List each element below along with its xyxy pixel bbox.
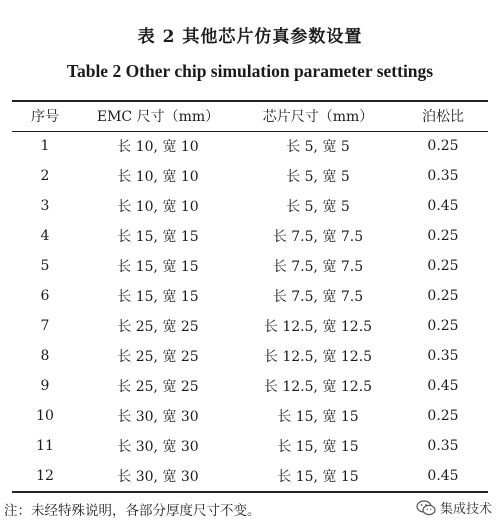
- cell-chip-size: 长 15, 宽 15: [277, 439, 359, 455]
- table-row: [12, 341, 488, 371]
- cell-chip-size: 长 5, 宽 5: [286, 169, 350, 185]
- table-row: [12, 191, 488, 221]
- table-row: [12, 131, 488, 161]
- cell-chip-size: 长 15, 宽 15: [277, 469, 359, 485]
- header-row: [12, 101, 488, 131]
- cell-emc-size: 长 25, 宽 25: [117, 319, 199, 335]
- table-title-english: Table 2 Other chip simulation parameter settings: [66, 61, 434, 81]
- cell-emc-size: 长 15, 宽 15: [117, 259, 199, 275]
- watermark-text: 集成技术: [439, 502, 492, 517]
- table-row: [12, 401, 488, 431]
- cell-chip-size: 长 7.5, 宽 7.5: [272, 289, 364, 305]
- cell-emc-size: 长 10, 宽 10: [117, 199, 199, 215]
- cell-poisson-ratio: 0.45: [427, 378, 459, 394]
- table-note: 注：未经特殊说明，各部分厚度尺寸不变。: [4, 503, 261, 519]
- cell-poisson-ratio: 0.25: [427, 408, 459, 424]
- cell-emc-size: 长 30, 宽 30: [117, 469, 199, 485]
- cell-emc-size: 长 10, 宽 10: [117, 139, 199, 155]
- cell-index: 7: [40, 318, 50, 334]
- cell-chip-size: 长 12.5, 宽 12.5: [263, 379, 373, 395]
- cell-poisson-ratio: 0.35: [427, 348, 459, 364]
- header-poisson-ratio: 泊松比: [422, 109, 464, 125]
- cell-index: 4: [40, 228, 50, 244]
- cell-index: 5: [40, 258, 50, 274]
- table-row: [12, 221, 488, 251]
- parameter-table: [12, 101, 488, 491]
- cell-index: 9: [40, 378, 50, 394]
- table-row: [12, 251, 488, 281]
- cell-poisson-ratio: 0.35: [427, 168, 459, 184]
- cell-emc-size: 长 25, 宽 25: [117, 349, 199, 365]
- cell-poisson-ratio: 0.45: [427, 468, 459, 484]
- table-row: [12, 311, 488, 341]
- bottom-rule: [12, 491, 488, 493]
- wechat-icon: [416, 500, 436, 516]
- cell-chip-size: 长 7.5, 宽 7.5: [272, 259, 364, 275]
- cell-chip-size: 长 5, 宽 5: [286, 139, 350, 155]
- cell-chip-size: 长 15, 宽 15: [277, 409, 359, 425]
- cell-poisson-ratio: 0.35: [427, 438, 459, 454]
- table-row: [12, 281, 488, 311]
- cell-emc-size: 长 25, 宽 25: [117, 379, 199, 395]
- cell-chip-size: 长 12.5, 宽 12.5: [263, 349, 373, 365]
- cell-poisson-ratio: 0.45: [427, 198, 459, 214]
- cell-index: 2: [40, 168, 50, 184]
- table-row: [12, 461, 488, 491]
- table-row: [12, 431, 488, 461]
- cell-chip-size: 长 5, 宽 5: [286, 199, 350, 215]
- cell-emc-size: 长 15, 宽 15: [117, 229, 199, 245]
- cell-emc-size: 长 10, 宽 10: [117, 169, 199, 185]
- cell-index: 3: [40, 198, 50, 214]
- cell-poisson-ratio: 0.25: [427, 258, 459, 274]
- cell-poisson-ratio: 0.25: [427, 228, 459, 244]
- cell-index: 8: [40, 348, 50, 364]
- cell-poisson-ratio: 0.25: [427, 288, 459, 304]
- cell-index: 10: [36, 408, 54, 424]
- cell-poisson-ratio: 0.25: [427, 318, 459, 334]
- cell-chip-size: 长 12.5, 宽 12.5: [263, 319, 373, 335]
- table-row: [12, 371, 488, 401]
- cell-index: 11: [36, 438, 54, 454]
- table-row: [12, 161, 488, 191]
- cell-index: 6: [40, 288, 50, 304]
- header-index: 序号: [31, 109, 59, 125]
- cell-emc-size: 长 30, 宽 30: [117, 409, 199, 425]
- cell-chip-size: 长 7.5, 宽 7.5: [272, 229, 364, 245]
- table-title-chinese: 表 2 其他芯片仿真参数设置: [137, 27, 363, 47]
- watermark: [416, 498, 492, 517]
- header-emc-size: EMC 尺寸（mm）: [96, 109, 220, 125]
- cell-emc-size: 长 30, 宽 30: [117, 439, 199, 455]
- cell-poisson-ratio: 0.25: [427, 138, 459, 154]
- cell-emc-size: 长 15, 宽 15: [117, 289, 199, 305]
- cell-index: 1: [40, 138, 50, 154]
- cell-index: 12: [36, 468, 54, 484]
- header-chip-size: 芯片尺寸（mm）: [262, 109, 374, 125]
